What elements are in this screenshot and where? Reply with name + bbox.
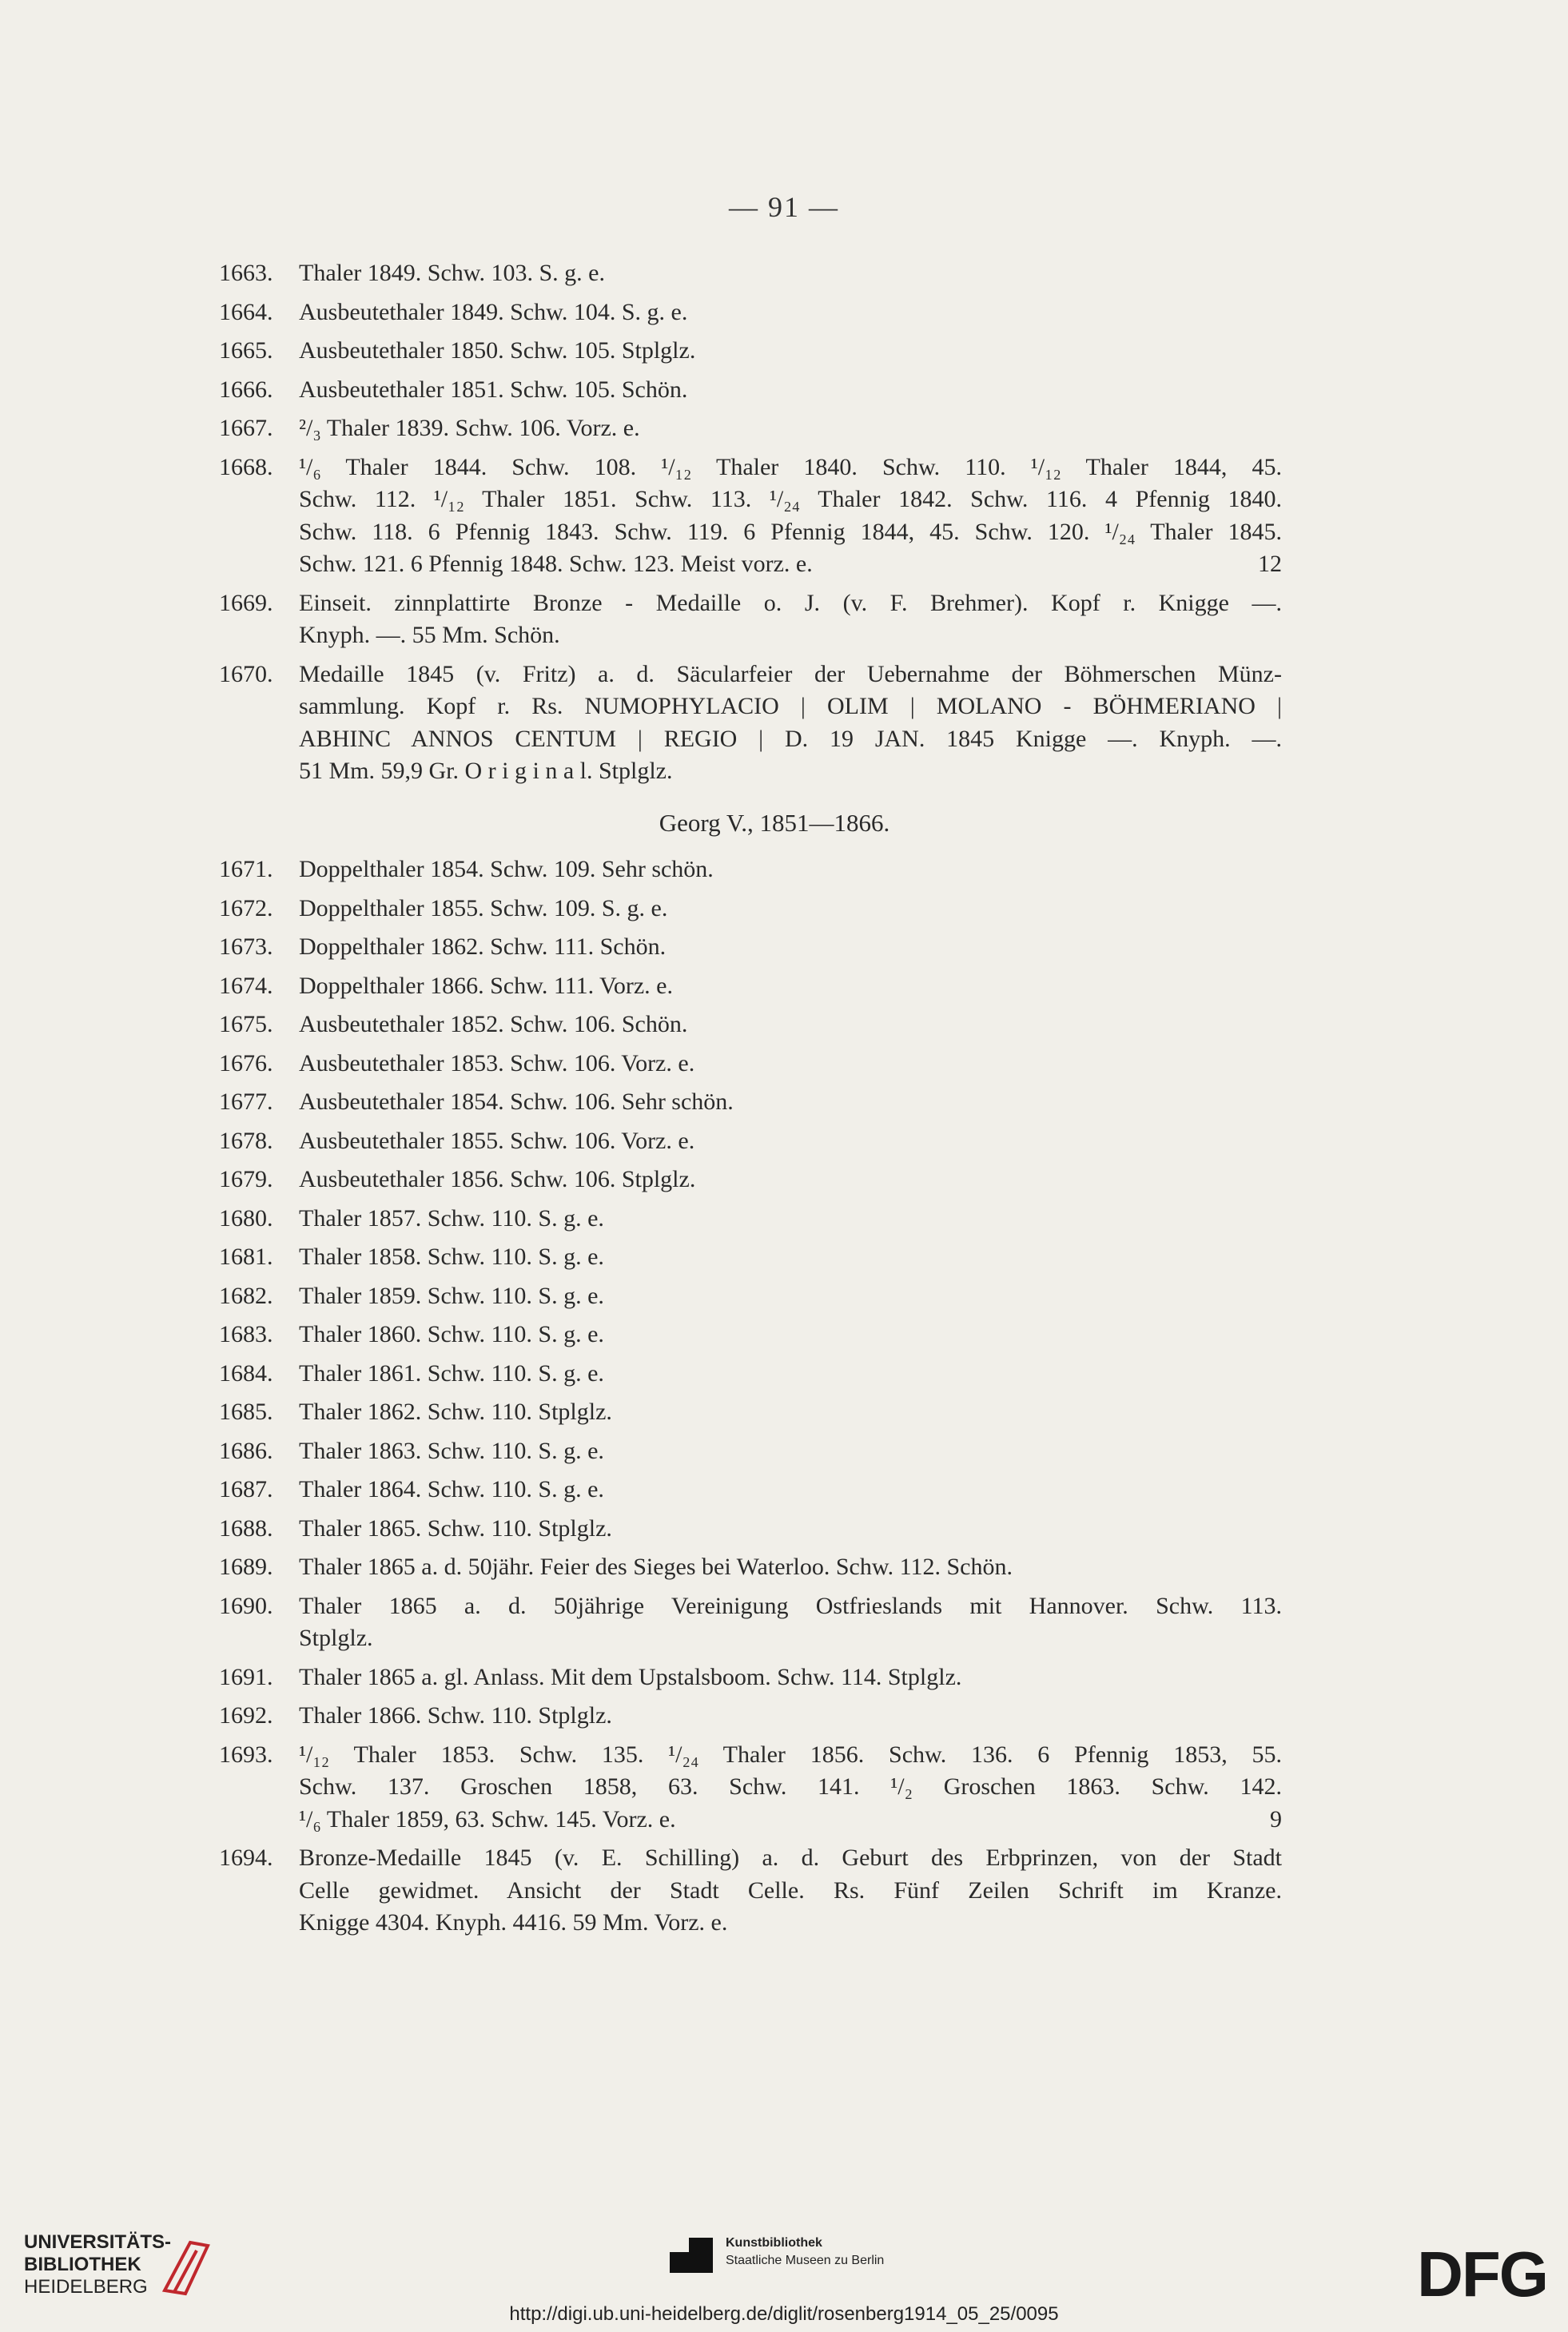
entry-line: sammlung. Kopf r. Rs. NUMOPHYLACIO | OLIM | MOLANO - BÖHMERIANO | <box>299 693 1282 719</box>
catalog-entry <box>219 1086 1282 1119</box>
catalog-entry <box>219 1358 1282 1391</box>
entry-line: ¹/₁₂ Thaler 1853. Schw. 135. ¹/₂₄ Thaler 1856. Schw. 136. 6 Pfennig 1853, 55. <box>299 1741 1282 1768</box>
entry-line-text: ¹/₆ Thaler 1859, 63. Schw. 145. Vorz. e. <box>299 1805 676 1833</box>
entry-line: ¹/₆ Thaler 1844. Schw. 108. ¹/₁₂ Thaler 1840. Schw. 110. ¹/₁₂ Thaler 1844, 45. <box>299 453 1282 480</box>
entry-line: Ausbeutethaler 1851. Schw. 105. Schön. <box>299 376 688 403</box>
entry-line: Doppelthaler 1855. Schw. 109. S. g. e. <box>299 894 668 921</box>
entry-number: 1669. <box>219 589 273 616</box>
entry-line: Bronze-Medaille 1845 (v. E. Schilling) a. d. Geburt des Erbprinzen, von der Stadt <box>299 1845 1282 1871</box>
dfg-logo[interactable]: DFG <box>1417 2238 1547 2310</box>
entry-price: 9 <box>1270 1805 1282 1833</box>
catalog-entry <box>219 587 1282 652</box>
ub-heidelberg-logo[interactable] <box>24 2231 171 2298</box>
entry-price: 12 <box>1258 551 1282 577</box>
entry-line: Medaille 1845 (v. Fritz) a. d. Säcularfeier der Uebernahme der Böhmerschen Münz- <box>299 660 1282 687</box>
entry-line: Doppelthaler 1862. Schw. 111. Schön. <box>299 933 667 960</box>
entry-text <box>299 1435 1282 1468</box>
entry-text <box>299 1513 1282 1546</box>
catalog-entry <box>219 1474 1282 1506</box>
ub-logo-line2: BIBLIOTHEK <box>24 2254 141 2275</box>
catalog-entry <box>219 970 1282 1003</box>
catalog-entry <box>219 659 1282 788</box>
entry-line: Thaler 1863. Schw. 110. S. g. e. <box>299 1437 604 1464</box>
entry-number: 1678. <box>219 1127 273 1154</box>
entry-line: Doppelthaler 1854. Schw. 109. Sehr schön. <box>299 856 714 882</box>
entry-text <box>299 1203 1282 1236</box>
entry-text <box>299 1700 1282 1733</box>
catalog-entry <box>219 1590 1282 1655</box>
entry-line: Thaler 1865 a. gl. Anlass. Mit dem Upstalsboom. Schw. 114. Stplglz. <box>299 1663 962 1690</box>
entry-number: 1668. <box>219 453 273 480</box>
entry-line: Stplglz. <box>299 1625 373 1651</box>
entry-line: Thaler 1857. Schw. 110. S. g. e. <box>299 1204 604 1232</box>
entry-text <box>299 374 1282 407</box>
entry-line: Thaler 1865 a. d. 50jähr. Feier des Sieges bei Waterloo. Schw. 112. Schön. <box>299 1554 1013 1580</box>
entry-line-text: Schw. 121. 6 Pfennig 1848. Schw. 123. Meist vorz. e. <box>299 551 813 577</box>
entry-line: Thaler 1859. Schw. 110. S. g. e. <box>299 1282 604 1309</box>
entry-line: Knyph. —. 55 Mm. Schön. <box>299 622 560 648</box>
entry-line: Thaler 1861. Schw. 110. S. g. e. <box>299 1359 604 1387</box>
entry-text <box>299 452 1282 581</box>
entry-number: 1666. <box>219 376 273 403</box>
entry-text <box>299 1842 1282 1940</box>
catalog-entry <box>219 1241 1282 1274</box>
entry-text <box>299 1125 1282 1158</box>
catalog-entry <box>219 335 1282 368</box>
entry-text <box>299 335 1282 368</box>
entry-text <box>299 931 1282 964</box>
entry-line: Ausbeutethaler 1856. Schw. 106. Stplglz. <box>299 1166 696 1192</box>
catalog-entry <box>219 452 1282 581</box>
entry-number: 1692. <box>219 1702 273 1729</box>
entry-line: Schw. 112. ¹/₁₂ Thaler 1851. Schw. 113. ¹/₂₄ Thaler 1842. Schw. 116. 4 Pfennig 1840. <box>299 486 1282 512</box>
catalog-entry <box>219 893 1282 925</box>
entry-number: 1682. <box>219 1282 273 1309</box>
entry-text <box>299 1739 1282 1837</box>
catalog-entry <box>219 1280 1282 1313</box>
kb-line1: Kunstbibliothek <box>726 2236 822 2250</box>
entry-line <box>299 548 1282 581</box>
entry-number: 1687. <box>219 1476 273 1502</box>
entry-line: Doppelthaler 1866. Schw. 111. Vorz. e. <box>299 972 673 999</box>
entry-text <box>299 1396 1282 1429</box>
entry-line: Celle gewidmet. Ansicht der Stadt Celle. Rs. Fünf Zeilen Schrift im Kranze. <box>299 1876 1282 1904</box>
entry-number: 1693. <box>219 1741 273 1768</box>
page-number: — 91 — <box>729 191 839 223</box>
entry-text <box>299 1590 1282 1655</box>
entry-text <box>299 587 1282 652</box>
entry-text <box>299 1551 1282 1584</box>
catalog-entry <box>219 1125 1282 1158</box>
ub-emblem-icon <box>158 2235 214 2298</box>
entry-number: 1688. <box>219 1514 273 1542</box>
entry-line: ²/₃ Thaler 1839. Schw. 106. Vorz. e. <box>299 415 640 441</box>
ub-logo-line1: UNIVERSITÄTS- <box>24 2231 172 2253</box>
catalog-entry <box>219 1203 1282 1236</box>
entry-text <box>299 1164 1282 1196</box>
entry-line <box>299 1804 1282 1837</box>
entry-line: Ausbeutethaler 1855. Schw. 106. Vorz. e. <box>299 1127 695 1154</box>
entry-line: Thaler 1865. Schw. 110. Stplglz. <box>299 1514 612 1542</box>
entry-number: 1690. <box>219 1592 273 1619</box>
entry-line: ABHINC ANNOS CENTUM | REGIO | D. 19 JAN. 1845 Knigge —. Knyph. —. <box>299 725 1282 752</box>
catalog-entry <box>219 1551 1282 1584</box>
entry-number: 1689. <box>219 1554 273 1580</box>
entry-line: Ausbeutethaler 1854. Schw. 106. Sehr schön. <box>299 1088 734 1115</box>
entry-line: 51 Mm. 59,9 Gr. O r i g i n a l. Stplglz. <box>299 758 673 784</box>
entry-text <box>299 659 1282 788</box>
entry-line: Thaler 1862. Schw. 110. Stplglz. <box>299 1399 612 1425</box>
entries-group-a <box>219 257 1282 788</box>
kunstbibliothek-logo[interactable] <box>670 2235 884 2270</box>
catalog-entry <box>219 1319 1282 1351</box>
entry-text <box>299 970 1282 1003</box>
entry-number: 1676. <box>219 1049 273 1076</box>
entry-number: 1685. <box>219 1399 273 1425</box>
kb-line2: Staatliche Museen zu Berlin <box>726 2254 885 2267</box>
catalog-entry <box>219 1661 1282 1694</box>
catalog-entry <box>219 1048 1282 1080</box>
entry-text <box>299 412 1282 445</box>
catalog-entry <box>219 1700 1282 1733</box>
entry-text <box>299 1474 1282 1506</box>
entries-group-b <box>219 854 1282 1940</box>
entry-line: Ausbeutethaler 1853. Schw. 106. Vorz. e. <box>299 1049 695 1076</box>
entry-number: 1691. <box>219 1663 273 1690</box>
entry-text <box>299 1009 1282 1041</box>
entry-line: Thaler 1865 a. d. 50jährige Vereinigung Ostfrieslands mit Hannover. Schw. 113. <box>299 1592 1282 1619</box>
catalog-entry <box>219 1164 1282 1196</box>
entry-text <box>299 296 1282 329</box>
catalog-entry <box>219 257 1282 290</box>
entry-line: Ausbeutethaler 1852. Schw. 106. Schön. <box>299 1011 688 1037</box>
entry-number: 1683. <box>219 1321 273 1347</box>
entry-text <box>299 893 1282 925</box>
entry-text <box>299 257 1282 290</box>
entry-number: 1680. <box>219 1204 273 1232</box>
catalog-entry <box>219 1513 1282 1546</box>
entry-line: Ausbeutethaler 1849. Schw. 104. S. g. e. <box>299 298 688 325</box>
entry-number: 1670. <box>219 660 273 687</box>
entry-line: Einseit. zinnplattirte Bronze - Medaille o. J. (v. F. Brehmer). Kopf r. Knigge —. <box>299 589 1282 616</box>
entry-number: 1663. <box>219 260 273 286</box>
entry-line: Schw. 137. Groschen 1858, 63. Schw. 141. ¹/₂ Groschen 1863. Schw. 142. <box>299 1773 1282 1800</box>
catalog-entry <box>219 1396 1282 1429</box>
catalog-entry <box>219 374 1282 407</box>
entry-number: 1664. <box>219 298 273 325</box>
entry-number: 1667. <box>219 415 273 441</box>
catalog-entry <box>219 1739 1282 1837</box>
entry-text <box>299 1048 1282 1080</box>
section-heading: Georg V., 1851—1866. <box>659 808 890 837</box>
entry-number: 1673. <box>219 933 273 960</box>
entry-text <box>299 1661 1282 1694</box>
catalog-entry <box>219 1435 1282 1468</box>
entry-number: 1686. <box>219 1437 273 1464</box>
entry-text <box>299 1086 1282 1119</box>
ub-logo-line3: HEIDELBERG <box>24 2276 148 2298</box>
entry-line: Schw. 118. 6 Pfennig 1843. Schw. 119. 6 Pfennig 1844, 45. Schw. 120. ¹/₂₄ Thaler 1845. <box>299 518 1282 545</box>
entry-number: 1671. <box>219 856 273 882</box>
entry-line: Thaler 1858. Schw. 110. S. g. e. <box>299 1244 604 1270</box>
entry-text <box>299 854 1282 886</box>
entry-line: Thaler 1866. Schw. 110. Stplglz. <box>299 1702 612 1729</box>
entry-number: 1679. <box>219 1166 273 1192</box>
entry-text <box>299 1358 1282 1391</box>
entry-line: Knigge 4304. Knyph. 4416. 59 Mm. Vorz. e. <box>299 1909 728 1936</box>
entry-number: 1675. <box>219 1011 273 1037</box>
entry-text <box>299 1280 1282 1313</box>
entry-line: Thaler 1849. Schw. 103. S. g. e. <box>299 260 605 286</box>
entry-line: Thaler 1864. Schw. 110. S. g. e. <box>299 1476 604 1502</box>
catalog-entry <box>219 296 1282 329</box>
catalog-entry <box>219 412 1282 445</box>
entry-text <box>299 1241 1282 1274</box>
catalog-list <box>219 257 1282 1946</box>
entry-number: 1677. <box>219 1088 273 1115</box>
source-url-link[interactable]: http://digi.ub.uni-heidelberg.de/diglit/rosenberg1914_05_25/0095 <box>509 2303 1059 2325</box>
entry-text <box>299 1319 1282 1351</box>
entry-line: Thaler 1860. Schw. 110. S. g. e. <box>299 1321 604 1347</box>
catalog-entry <box>219 1842 1282 1940</box>
entry-number: 1665. <box>219 337 273 364</box>
catalog-entry <box>219 854 1282 886</box>
catalog-entry <box>219 1009 1282 1041</box>
entry-line: Ausbeutethaler 1850. Schw. 105. Stplglz. <box>299 337 696 364</box>
entry-number: 1694. <box>219 1845 273 1871</box>
entry-number: 1672. <box>219 894 273 921</box>
entry-number: 1674. <box>219 972 273 999</box>
entry-number: 1684. <box>219 1359 273 1387</box>
catalog-entry <box>219 931 1282 964</box>
entry-number: 1681. <box>219 1244 273 1270</box>
